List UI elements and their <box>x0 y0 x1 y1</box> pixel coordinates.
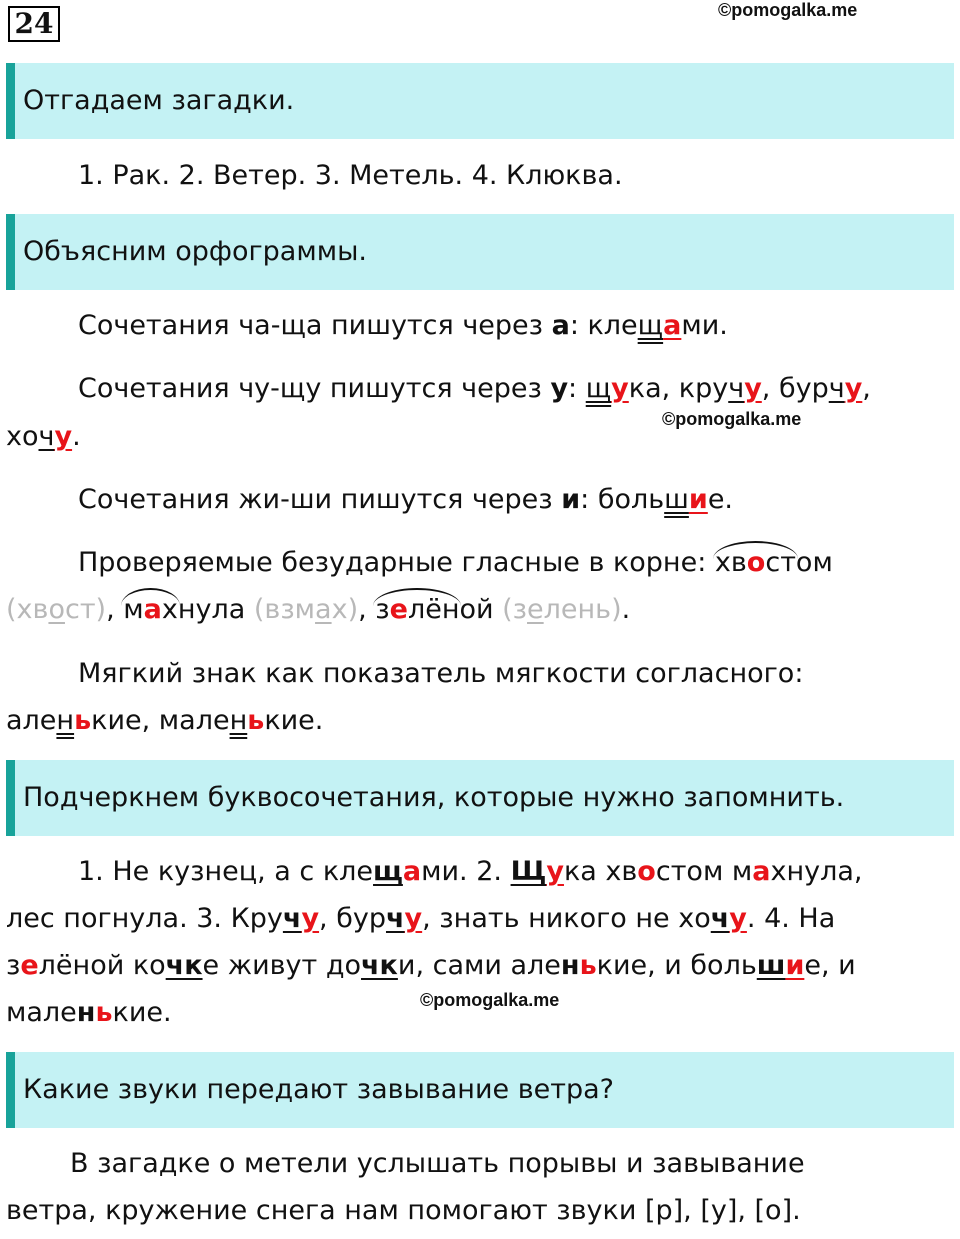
riddles-answer: 1. Рак. 2. Ветер. 3. Метель. 4. Клюква. <box>78 160 623 191</box>
watermark-top: ©pomogalka.me <box>718 0 858 20</box>
section-header-sounds <box>6 1052 954 1128</box>
watermark-middle: ©pomogalka.me <box>662 409 802 429</box>
page-number: 24 <box>8 6 60 42</box>
spelling-line-unstressed: Проверяемые безударные гласные в корне: хвостом <box>78 547 833 578</box>
spelling-line-unstressed-cont: (хвост), махнула (взмах), зелёной (зелень). <box>6 594 631 625</box>
spelling-line-cha-scha: Сочетания ча-ща пишутся через а: клещами. <box>78 310 728 341</box>
spelling-line-zhi-shi: Сочетания жи-ши пишутся через и: большие. <box>78 484 734 515</box>
spelling-letter: у <box>550 373 569 404</box>
section-header-riddles <box>6 63 954 139</box>
section-title: Отгадаем загадки. <box>23 85 295 116</box>
riddle-text-line-4: маленькие. <box>6 997 172 1028</box>
spelling-intro: Проверяемые безударные гласные в корне: <box>78 547 715 578</box>
section-header-underline <box>6 760 954 836</box>
sounds-answer-line-2: ветра, кружение снега нам помогают звуки [р], [у], [о]. <box>6 1195 801 1226</box>
section-title: Какие звуки передают завывание ветра? <box>23 1074 614 1105</box>
section-header-spelling <box>6 214 954 290</box>
spelling-line-soft-sign-cont: аленькие, маленькие. <box>6 705 324 736</box>
riddle-text-line-1: 1. Не кузнец, а с клещами. 2. Щука хвостом махнула, <box>78 856 863 887</box>
watermark-bottom: ©pomogalka.me <box>420 990 560 1010</box>
spelling-letter: а <box>551 310 570 341</box>
section-title: Объясним орфограммы. <box>23 236 367 267</box>
spelling-line-soft-sign: Мягкий знак как показатель мягкости согласного: <box>78 658 804 689</box>
spelling-line-chu-schu-cont: хочу. <box>6 421 81 452</box>
section-title: Подчеркнем буквосочетания, которые нужно запомнить. <box>23 782 845 813</box>
riddle-text-line-2: лес погнула. 3. Кручу, бурчу, знать никого не хочу. 4. На <box>6 903 836 934</box>
riddle-text-line-3: зелёной кочке живут дочки, сами аленькие, и большие, и <box>6 950 856 981</box>
spelling-line-chu-schu: Сочетания чу-щу пишутся через у: щука, кручу, бурчу, <box>78 373 871 404</box>
spelling-letter: и <box>561 484 581 515</box>
sounds-answer-line-1: В загадке о метели услышать порывы и завывание <box>70 1148 805 1179</box>
spelling-intro: Сочетания ча-ща пишутся через <box>78 310 552 341</box>
spelling-intro: Сочетания чу-щу пишутся через <box>78 373 551 404</box>
spelling-intro: Сочетания жи-ши пишутся через <box>78 484 562 515</box>
